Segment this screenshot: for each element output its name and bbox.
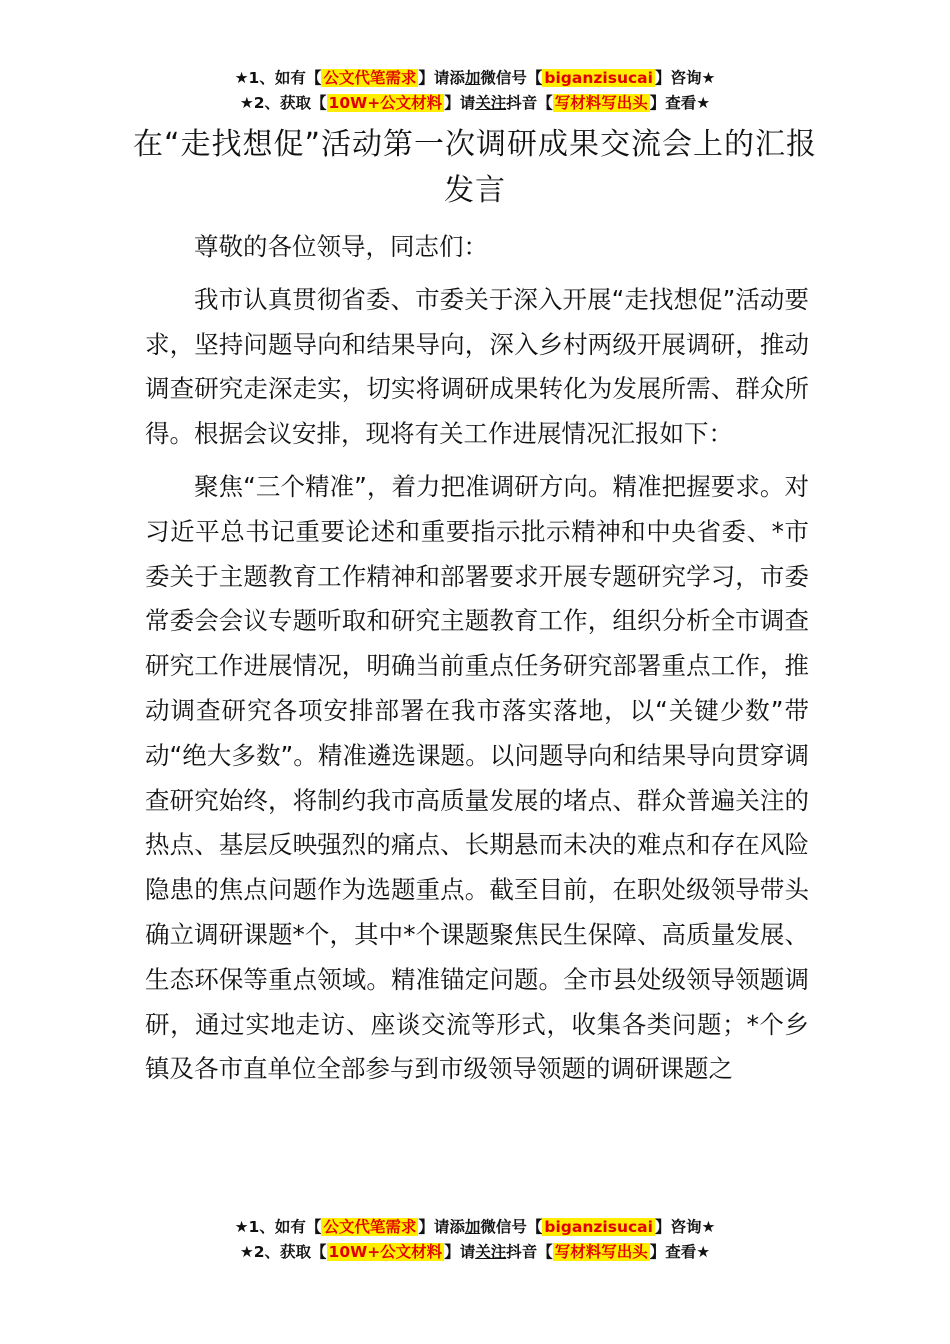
highlight-wechat-id: biganzisucai [544,1218,653,1236]
banner-line-1: ★1、如有【 公文代笔需求 】请添加微信号【 biganzisucai 】咨询★ [234,1218,716,1236]
highlight-service: 公文代笔需求 [323,69,417,87]
header-banner [0,66,950,116]
highlight-service: 公文代笔需求 [323,1218,417,1236]
document-body [145,225,809,1092]
banner-line-2: ★2、获取【 10W+公文材料 】请关注抖音【 写材料写出头 】查看★ [239,1243,711,1261]
paragraph-body: 聚焦“三个精准”，着力把准调研方向。精准把握要求。对习近平总书记重要论述和重要指示批示精神和中央省委、*市委关于主题教育工作精神和部署要求开展专题研究学习，市委常委会会议专题听取和研究主题教育工作，组织分析全市调查研究工作进展情况，明确当前重点任务研究部署重点工作，推动调查研究各项安排部署在我市落实落地，以“关键少数”带动“绝大多数”。精准遴选课题。以问题导向和结果导向贯穿调查研究始终，将制约我市高质量发展的堵点、群众普遍关注的热点、基层反映强烈的痛点、长期悬而未决的难点和存在风险隐患的焦点问题作为选题重点。截至目前，在职处级领导带头确立调研课题*个，其中*个课题聚焦民生保障、高质量发展、生态环保等重点领域。精准锚定问题。全市县处级领导领题调研，通过实地走访、座谈交流等形式，收集各类问题；*个乡镇及各市直单位全部参与到市级领导领题的调研课题之 [145,471,809,1084]
greeting: 尊敬的各位领导，同志们： [194,232,488,261]
footer-banner [0,1215,950,1265]
highlight-wechat-id: biganzisucai [544,69,653,87]
banner-line-2: ★2、获取【 10W+公文材料 】请关注抖音【 写材料写出头 】查看★ [239,94,711,112]
highlight-materials: 10W+公文材料 [328,94,443,112]
highlight-materials: 10W+公文材料 [328,1243,443,1261]
highlight-douyin: 写材料写出头 [554,1243,648,1261]
banner-line-1: ★1、如有【 公文代笔需求 】请添加微信号【 biganzisucai 】咨询★ [234,69,716,87]
highlight-douyin: 写材料写出头 [554,94,648,112]
paragraph-intro: 我市认真贯彻省委、市委关于深入开展“走找想促”活动要求，坚持问题导向和结果导向，深入乡村两级开展调研，推动调查研究走深走实，切实将调研成果转化为发展所需、群众所得。根据会议安排，现将有关工作进展情况汇报如下： [145,284,809,449]
document-title: 在“走找想促”活动第一次调研成果交流会上的汇报发言 [132,127,818,208]
